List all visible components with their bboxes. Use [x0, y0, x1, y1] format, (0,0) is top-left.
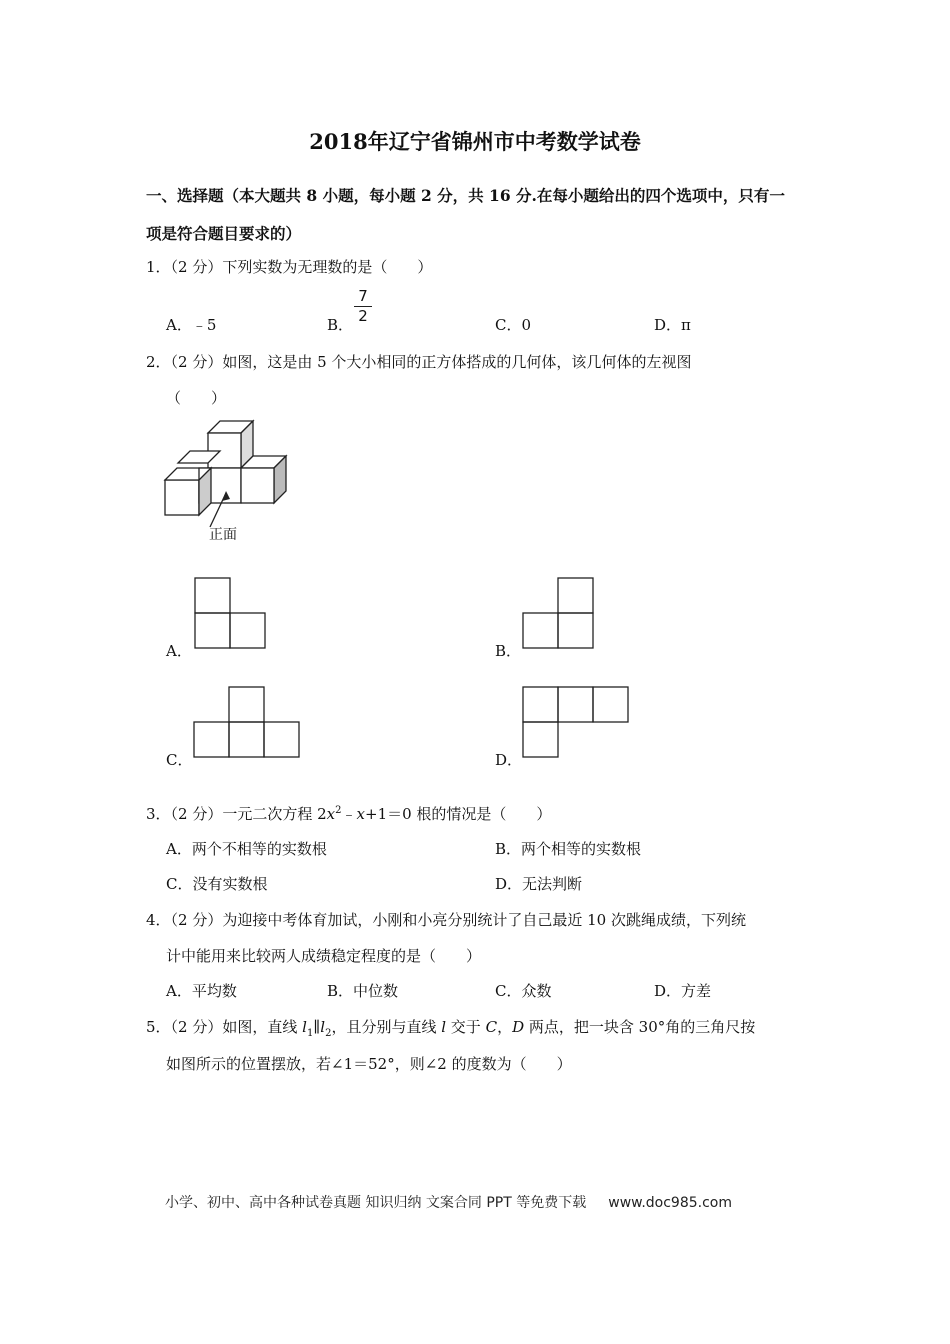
- q1-option-c: C．0: [495, 316, 532, 334]
- q4-stem-line1: 4．（2 分）为迎接中考体育加试，小刚和小亮分别统计了自己最近 10 次跳绳成绩，下列统: [146, 911, 746, 929]
- q5-stem-pre: 5．（2 分）如图，直线: [146, 1018, 303, 1036]
- q2-option-b-label: B．: [495, 642, 522, 660]
- q3-option-d: D．无法判断: [495, 875, 583, 893]
- q2-option-a-shape: [194, 577, 268, 651]
- q4-option-a: A．平均数: [166, 982, 237, 1000]
- q3-stem-mid: ﹣: [341, 805, 357, 823]
- q2-option-b-shape: [522, 577, 596, 651]
- q5-sub1: 1: [306, 1028, 314, 1039]
- q3-stem-post: +1＝0 根的情况是（ ）: [365, 805, 552, 823]
- q2-figure-label: 正面: [209, 527, 237, 543]
- q4-option-c: C．众数: [495, 982, 552, 1000]
- q1-option-a: A．﹣5: [166, 316, 217, 334]
- q3-option-a: A．两个不相等的实数根: [166, 840, 327, 858]
- footer: [165, 1192, 732, 1212]
- q2-option-d-label: D．: [495, 751, 523, 769]
- q3-var-x: x: [326, 805, 336, 823]
- q3-stem: [146, 803, 551, 824]
- q1-option-b-prefix: B．: [327, 316, 354, 334]
- q4-option-b: B．中位数: [327, 982, 399, 1000]
- q5-stem-line2: 如图所示的位置摆放，若∠1＝52°，则∠2 的度数为（ ）: [166, 1055, 572, 1073]
- q4-option-d: D．方差: [654, 982, 712, 1000]
- q2-option-a-label: A．: [166, 642, 192, 660]
- q5-point-c: C: [485, 1018, 498, 1036]
- q5-var-l2: l: [320, 1018, 326, 1036]
- fraction-denominator: 2: [358, 307, 368, 325]
- q3-var-x2: x: [356, 805, 365, 823]
- footer-url[interactable]: www.doc985.com: [608, 1195, 732, 1211]
- q1-stem: 1．（2 分）下列实数为无理数的是（ ）: [146, 258, 433, 276]
- fraction-numerator: 7: [358, 287, 368, 305]
- section-heading-line1: 一、选择题（本大题共 8 小题，每小题 2 分，共 16 分.在每小题给出的四个选项中，只有一: [146, 186, 785, 205]
- page-title: 2018年辽宁省锦州市中考数学试卷: [309, 129, 641, 154]
- q4-stem-line2: 计中能用来比较两人成绩稳定程度的是（ ）: [166, 947, 482, 965]
- q5-comma: ，: [497, 1018, 513, 1036]
- q1-option-d: D．π: [654, 316, 691, 334]
- q5-point-d: D: [512, 1018, 525, 1036]
- q1-option-b-fraction: [354, 288, 372, 325]
- footer-text: 小学、初中、高中各种试卷真题 知识归纳 文案合同 PPT 等免费下载: [165, 1195, 587, 1211]
- q5-parallel: ∥: [313, 1018, 321, 1036]
- q3-stem-pre: 3．（2 分）一元二次方程 2: [146, 805, 327, 823]
- q2-stem-line1: 2．（2 分）如图，这是由 5 个大小相同的正方体搭成的几何体，该几何体的左视图: [146, 353, 692, 371]
- q5-stem-post: 两点，把一块含 30°角的三角尺按: [524, 1018, 756, 1036]
- q5-stem-mid: ，且分别与直线: [331, 1018, 442, 1036]
- q5-var-l1: l: [302, 1018, 307, 1036]
- q3-option-b: B．两个相等的实数根: [495, 840, 642, 858]
- q5-stem-mid2: 交于: [446, 1018, 486, 1036]
- q2-option-d-shape: [522, 686, 632, 760]
- q5-stem-line1: [146, 1016, 755, 1037]
- section-heading-line2: 项是符合题目要求的）: [146, 224, 302, 243]
- q2-stem-line2: （ ）: [166, 389, 227, 407]
- q5-var-l: l: [441, 1018, 447, 1036]
- q3-option-c: C．没有实数根: [166, 875, 268, 893]
- q5-sub2: 2: [325, 1028, 332, 1039]
- q2-option-c-shape: [193, 686, 303, 760]
- q2-option-c-label: C．: [166, 751, 193, 769]
- q3-exponent: 2: [335, 805, 342, 816]
